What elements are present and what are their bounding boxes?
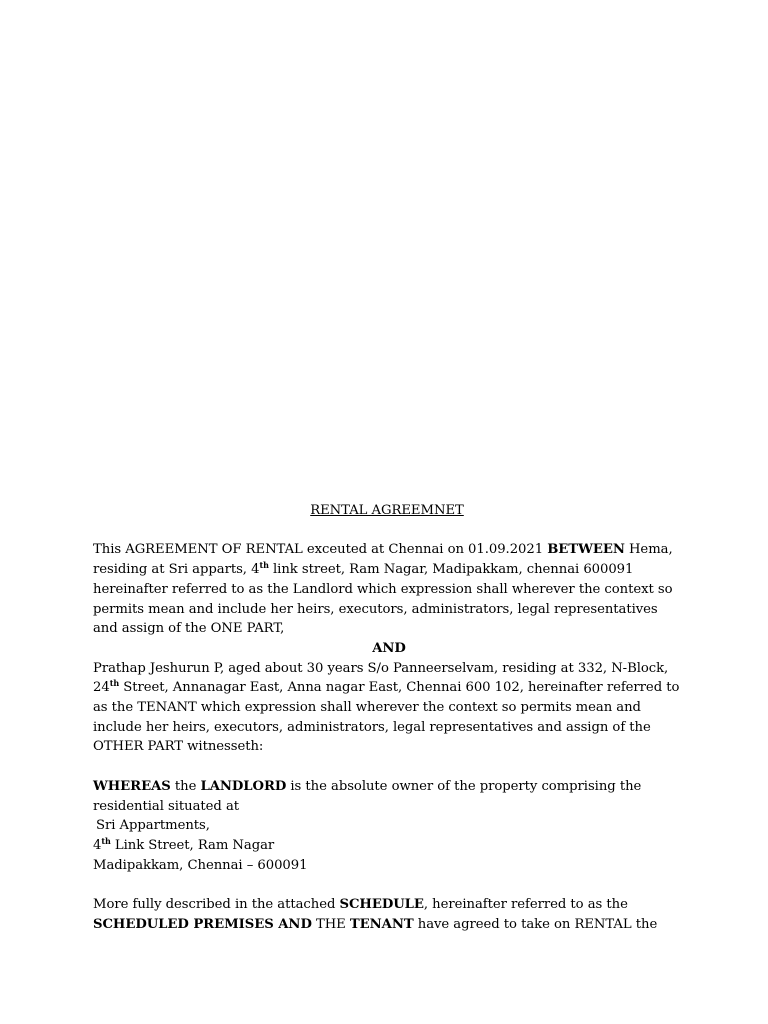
paragraph-line: hereinafter referred to as the Landlord which expression shall wherever the context so [93,581,673,597]
paragraph-landlord [93,540,683,639]
text-run: Hema, [624,542,673,558]
text-run-bold: WHEREAS [93,778,171,794]
and-separator: AND [372,640,406,656]
paragraph-line: Prathap Jeshurun P, aged about 30 years S/o Panneerselvam, residing at 332, N-Block, [93,660,669,676]
paragraph-line: permits mean and include her heirs, executors, administrators, legal representatives [93,601,658,617]
address-line [93,836,683,856]
superscript: th [259,560,269,571]
address-line: Madipakkam, Chennai – 600091 [93,857,308,873]
document-title: RENTAL AGREEMNET [310,503,464,518]
paragraph-line: residential situated at [93,798,240,814]
paragraph-line [93,915,683,935]
paragraph-line: OTHER PART witnesseth: [93,739,264,755]
paragraph-whereas [93,777,683,876]
text-run: 4 [93,837,102,853]
document-body [93,501,683,934]
text-run: Street, Annanagar East, Anna nagar East, Chennai 600 102, hereinafter referred to [119,680,680,696]
text-run: THE [311,916,350,932]
paragraph-line: and assign of the ONE PART, [93,621,285,637]
text-run-bold: TENANT [349,916,414,932]
blank-line [93,875,683,895]
text-run: is the absolute owner of the property comprising the [286,778,642,794]
paragraph-line [93,560,683,580]
blank-line [93,521,683,541]
text-run: the [170,778,201,794]
superscript: th [101,835,111,846]
text-run: have agreed to take on RENTAL the [413,916,658,932]
paragraph-line: as the TENANT which expression shall wherever the context so permits mean and [93,700,641,716]
blank-line [93,757,683,777]
text-run: , hereinafter referred to as the [423,897,628,913]
text-run: residing at Sri apparts, 4 [93,562,260,578]
text-run: link street, Ram Nagar, Madipakkam, chennai 600091 [268,562,634,578]
text-run: Link Street, Ram Nagar [110,837,275,853]
paragraph-line: include her heirs, executors, administrators, legal representatives and assign of the [93,719,651,735]
text-run: 24 [93,680,110,696]
paragraph-line [93,777,683,797]
paragraph-tenant [93,659,683,758]
paragraph-schedule [93,895,683,934]
text-run-bold: SCHEDULED PREMISES AND [93,916,312,932]
text-run-bold: SCHEDULE [339,897,424,913]
address-line: Sri Appartments, [96,818,210,834]
paragraph-line [93,540,683,560]
text-run: This AGREEMENT OF RENTAL exceuted at Chennai on 01.09.2021 [93,542,548,558]
paragraph-line [93,895,683,915]
superscript: th [109,678,120,689]
text-run: More fully described in the attached [93,897,340,913]
text-run-bold: BETWEEN [547,542,625,558]
paragraph-line [93,678,683,698]
text-run-bold: LANDLORD [200,778,287,794]
